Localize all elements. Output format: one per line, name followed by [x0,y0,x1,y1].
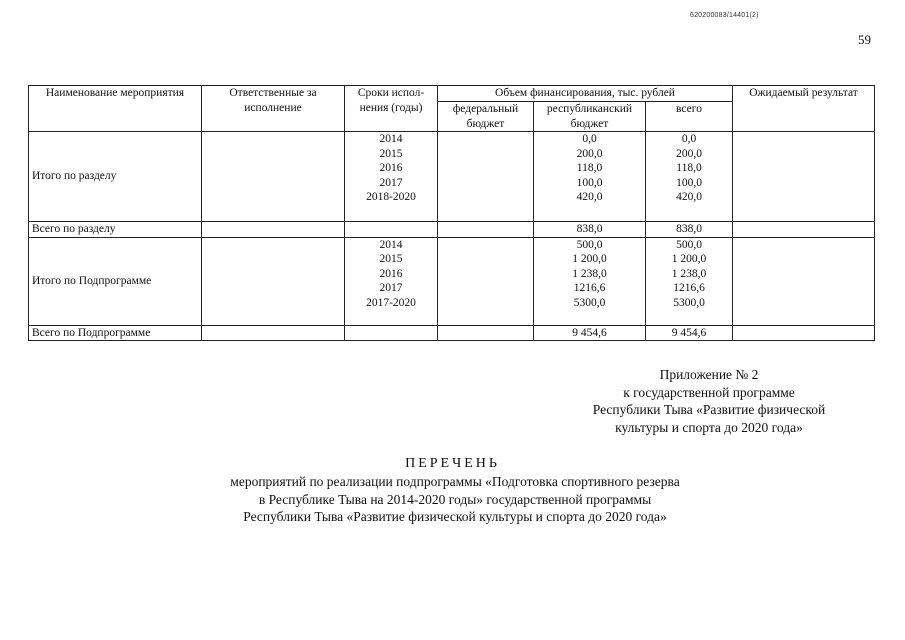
subtitle-line: мероприятий по реализации подпрограммы «Подготовка спортивного резерва [230,474,680,489]
summary-total: 9 454,6 [646,325,733,341]
list-heading: ПЕРЕЧЕНЬ [405,456,500,471]
summary-label: Всего по Подпрограмме [29,325,202,341]
appendix-line: Приложение № 2 [659,367,759,382]
total-cell: 500,0 1 200,0 1 238,0 1216,6 5300,0 [646,237,733,325]
republican-cell: 0,0 200,0 118,0 100,0 420,0 [534,132,646,222]
summary-republican: 9 454,6 [534,325,646,341]
header-event-name: Наименование мероприятия [29,86,202,132]
page-number: 59 [858,32,871,47]
total-cell: 0,0 200,0 118,0 100,0 420,0 [646,132,733,222]
summary-label: Всего по разделу [29,222,202,238]
section-label: Итого по Подпрограмме [29,237,202,325]
appendix-block [559,366,859,436]
header-federal: федеральный бюджет [438,102,534,132]
table-row [29,325,875,341]
appendix-line: культуры и спорта до 2020 года» [615,419,803,435]
funding-table [28,85,875,341]
section-label: Итого по разделу [29,132,202,222]
list-subtitle [160,473,750,526]
header-expected-result: Ожидаемый результат [733,86,875,132]
republican-cell: 500,0 1 200,0 1 238,0 1216,6 5300,0 [534,237,646,325]
table-row [29,222,875,238]
summary-total: 838,0 [646,222,733,238]
header-responsible: Ответственные за исполнение [202,86,345,132]
header-total: всего [646,102,733,132]
years-cell: 2014 2015 2016 2017 2018-2020 [345,132,438,222]
header-republican: республиканский бюджет [534,102,646,132]
appendix-line: к государственной программе [623,384,795,400]
header-deadlines: Сроки испол-нения (годы) [345,86,438,132]
table-row [29,237,875,325]
years-cell: 2014 2015 2016 2017 2017-2020 [345,237,438,325]
header-funding: Объем финансирования, тыс. рублей [438,86,733,102]
appendix-line: Республики Тыва «Развитие физической [592,402,826,417]
subtitle-line: Республики Тыва «Развитие физической культуры и спорта до 2020 года» [243,509,667,524]
table-row [29,132,875,222]
subtitle-line: в Республике Тыва на 2014-2020 годы» государственной программы [258,491,652,507]
document-code: 620200083/14401(2) [690,12,759,19]
summary-republican: 838,0 [534,222,646,238]
